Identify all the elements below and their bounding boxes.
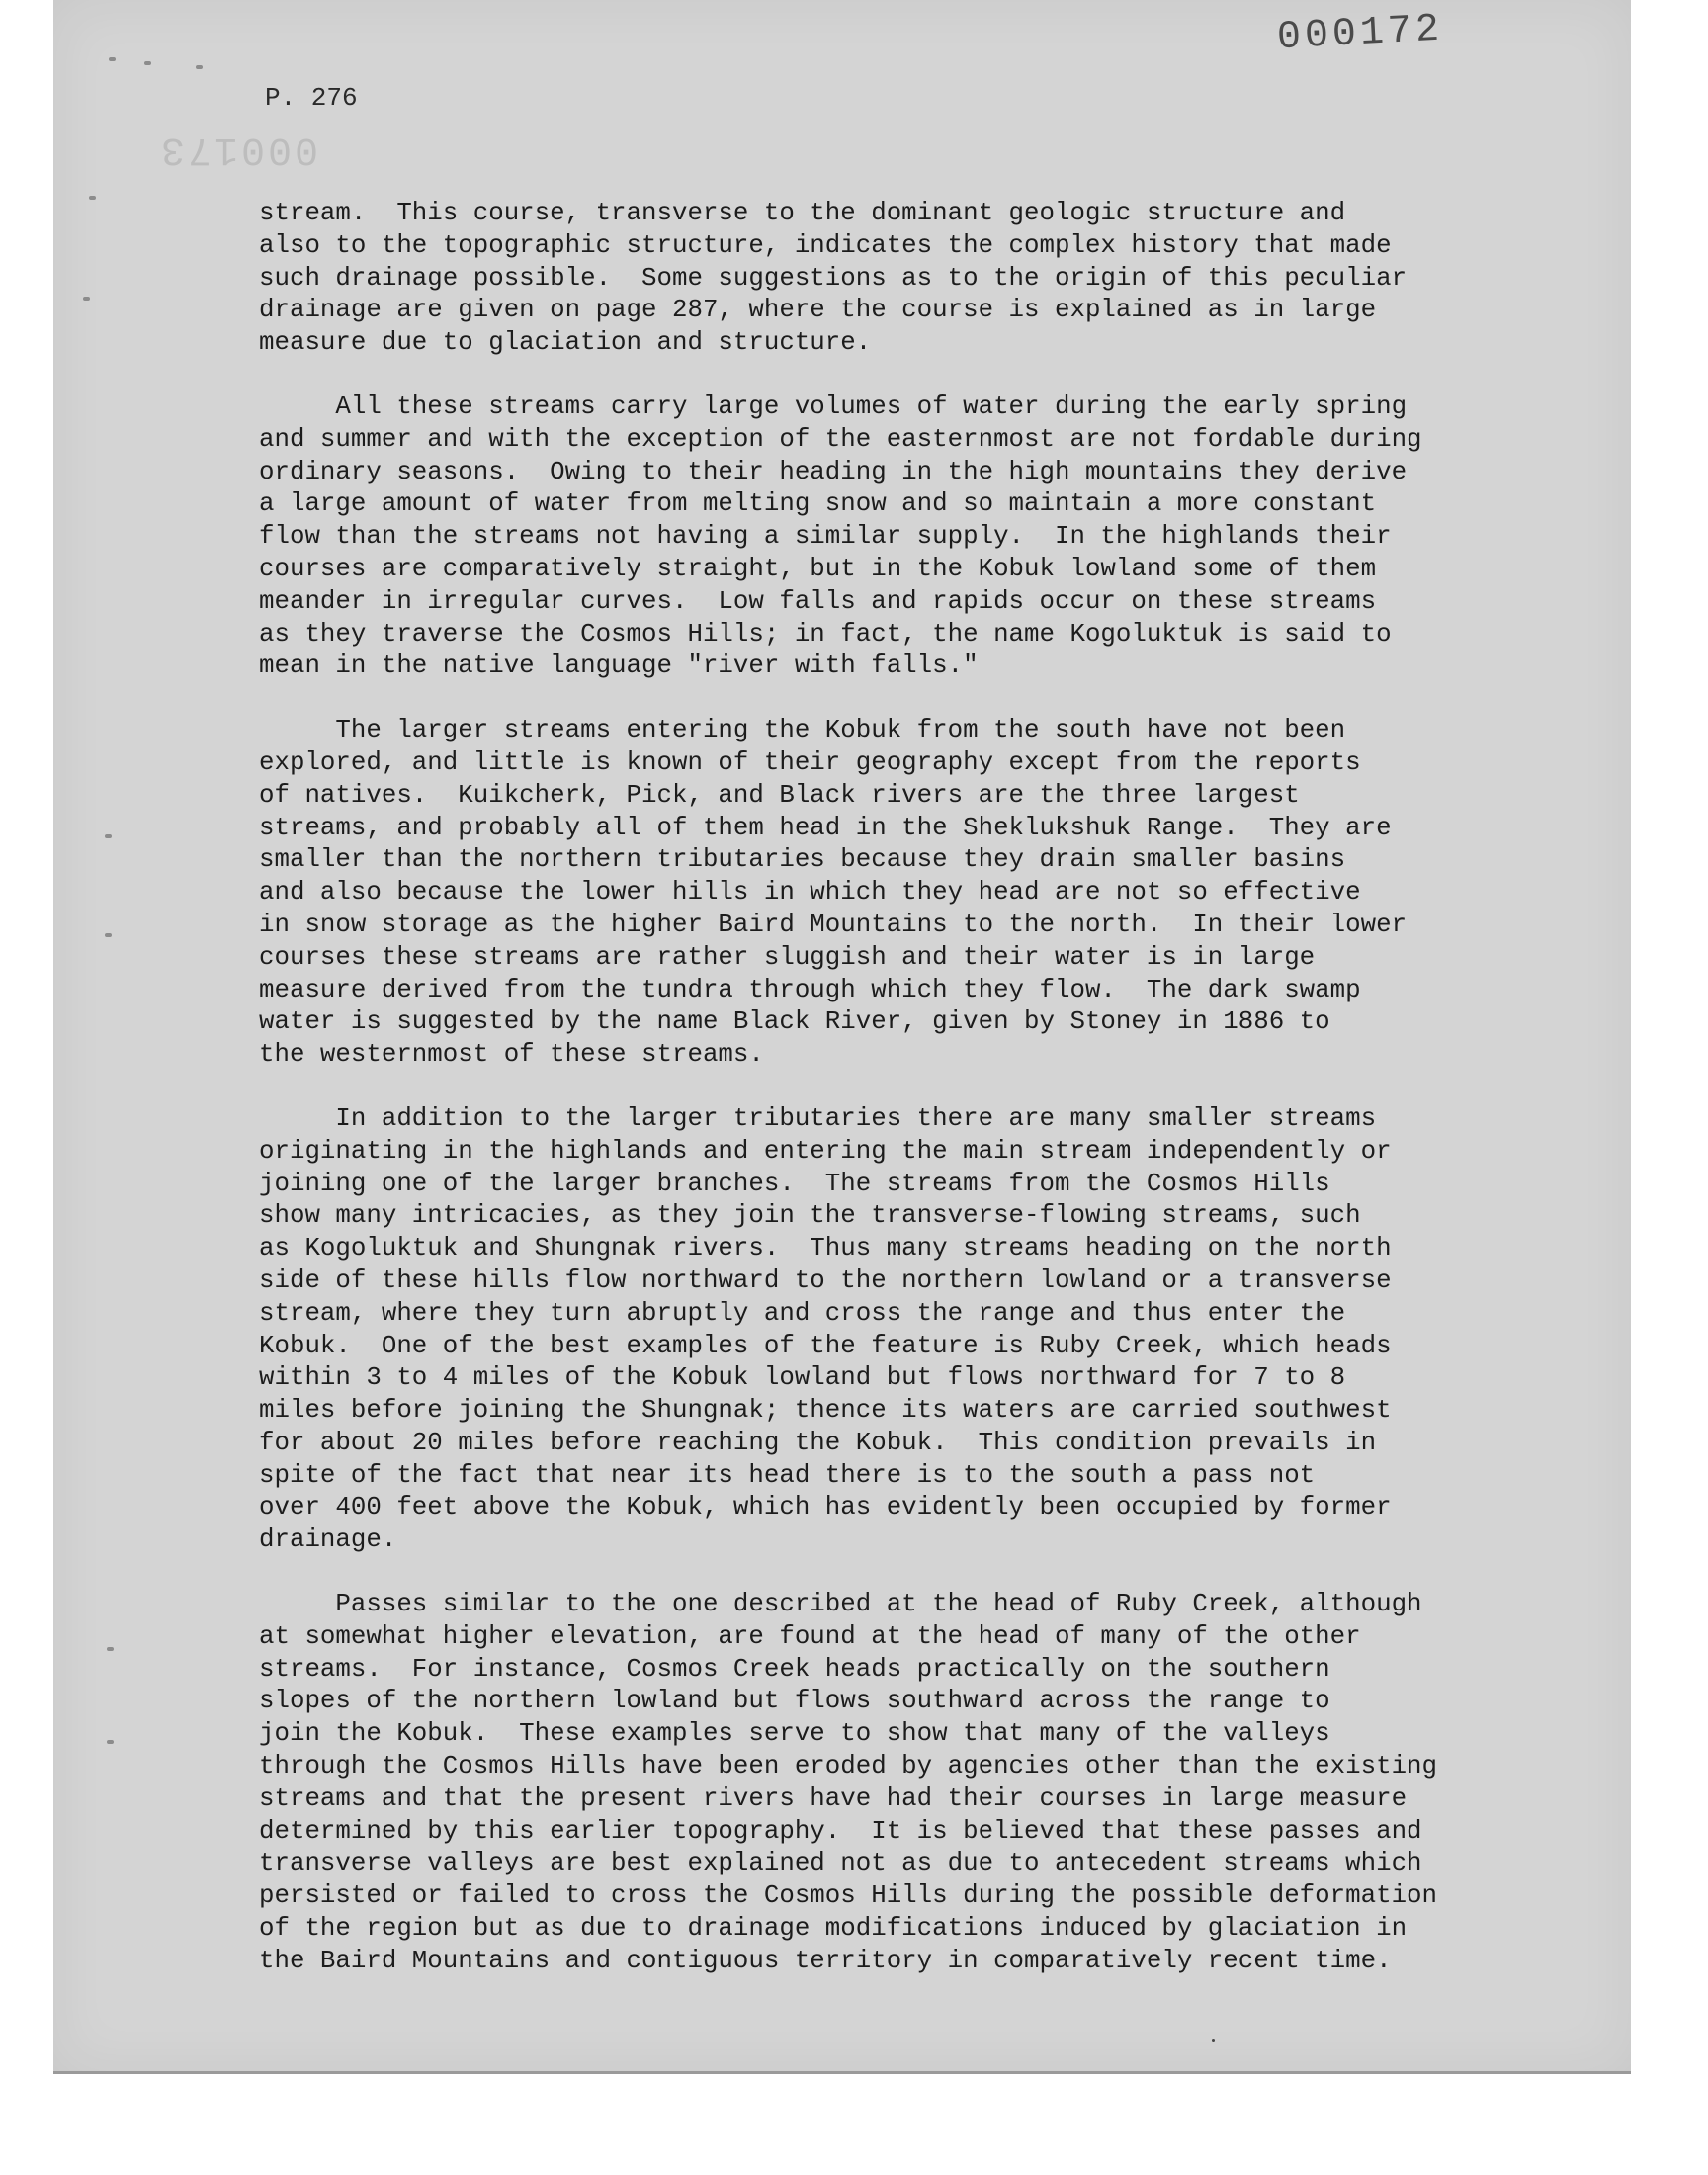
margin-speck: [1212, 2039, 1215, 2042]
text-line: through the Cosmos Hills have been eroded by agencies other than the existing: [259, 1752, 1438, 1782]
text-line: measure derived from the tundra through which they flow. The dark swamp: [259, 975, 1361, 1004]
text-line: show many intricacies, as they join the transverse-flowing streams, such: [259, 1201, 1361, 1231]
text-line: originating in the highlands and entering the main stream independently or: [259, 1136, 1392, 1166]
page-number: P. 276: [265, 83, 358, 113]
text-line: for about 20 miles before reaching the Kobuk. This condition prevails in: [259, 1428, 1377, 1457]
text-line: streams. For instance, Cosmos Creek heads practically on the southern: [259, 1654, 1330, 1684]
paragraph: [259, 715, 1514, 1072]
text-line: drainage are given on page 287, where the course is explained as in large: [259, 296, 1377, 325]
text-line: meander in irregular curves. Low falls and rapids occur on these streams: [259, 586, 1377, 616]
body-text: [259, 198, 1514, 2010]
margin-speck: [105, 933, 112, 937]
text-line: and summer and with the exception of the easternmost are not fordable during: [259, 424, 1422, 454]
text-line: drainage.: [259, 1525, 397, 1555]
margin-speck: [83, 297, 90, 301]
text-line: measure due to glaciation and structure.: [259, 328, 872, 358]
text-line: explored, and little is known of their geography except from the reports: [259, 747, 1361, 777]
text-line: as Kogoluktuk and Shungnak rivers. Thus many streams heading on the north: [259, 1234, 1392, 1263]
text-line: also to the topographic structure, indicates the complex history that made: [259, 230, 1392, 260]
margin-speck: [107, 1647, 114, 1651]
text-line: join the Kobuk. These examples serve to show that many of the valleys: [259, 1719, 1330, 1749]
text-line: All these streams carry large volumes of water during the early spring: [259, 392, 1408, 421]
paragraph: [259, 198, 1514, 360]
text-line: courses these streams are rather sluggish and their water is in large: [259, 942, 1316, 972]
text-line: mean in the native language "river with falls.": [259, 652, 979, 681]
margin-speck: [109, 57, 116, 61]
text-line: stream, where they turn abruptly and cross the range and thus enter the: [259, 1298, 1346, 1328]
text-line: Passes similar to the one described at the head of Ruby Creek, although: [259, 1590, 1422, 1619]
margin-speck: [107, 1740, 114, 1744]
text-line: flow than the streams not having a similar supply. In the highlands their: [259, 522, 1392, 552]
text-line: miles before joining the Shungnak; thence its waters are carried southwest: [259, 1396, 1392, 1426]
text-line: within 3 to 4 miles of the Kobuk lowland but flows northward for 7 to 8: [259, 1363, 1346, 1393]
margin-speck: [144, 61, 151, 65]
text-line: stream. This course, transverse to the dominant geologic structure and: [259, 199, 1346, 227]
margin-speck: [196, 65, 203, 69]
text-line: slopes of the northern lowland but flows southward across the range to: [259, 1687, 1330, 1716]
text-line: the westernmost of these streams.: [259, 1040, 764, 1070]
bleed-through-number: 000173: [158, 127, 319, 171]
margin-speck: [105, 834, 112, 838]
text-line: at somewhat higher elevation, are found at the head of many of the other: [259, 1621, 1361, 1651]
text-line: water is suggested by the name Black River, given by Stoney in 1886 to: [259, 1007, 1330, 1037]
text-line: the Baird Mountains and contiguous territory in comparatively recent time.: [259, 1946, 1392, 1975]
text-line: streams, and probably all of them head in the Sheklukshuk Range. They are: [259, 813, 1392, 842]
text-line: of natives. Kuikcherk, Pick, and Black rivers are the three largest: [259, 780, 1300, 810]
text-line: determined by this earlier topography. It is believed that these passes and: [259, 1816, 1422, 1846]
text-line: in snow storage as the higher Baird Mountains to the north. In their lower: [259, 910, 1408, 939]
text-line: persisted or failed to cross the Cosmos Hills during the possible deformation: [259, 1881, 1438, 1911]
text-line: streams and that the present rivers have had their courses in large measure: [259, 1784, 1408, 1813]
margin-speck: [89, 196, 96, 200]
text-line: and also because the lower hills in which they head are not so effective: [259, 878, 1361, 908]
paragraph: [259, 1103, 1514, 1557]
text-line: smaller than the northern tributaries because they drain smaller basins: [259, 845, 1346, 875]
archive-number: 000172: [1275, 7, 1445, 61]
text-line: over 400 feet above the Kobuk, which has evidently been occupied by former: [259, 1493, 1392, 1522]
text-line: as they traverse the Cosmos Hills; in fact, the name Kogoluktuk is said to: [259, 619, 1392, 649]
text-line: a large amount of water from melting snow and so maintain a more constant: [259, 489, 1377, 519]
text-line: ordinary seasons. Owing to their heading in the high mountains they derive: [259, 457, 1408, 486]
text-line: In addition to the larger tributaries there are many smaller streams: [259, 1103, 1377, 1133]
bleed-through-header: [554, 6, 1166, 49]
text-line: The larger streams entering the Kobuk from the south have not been: [259, 716, 1346, 745]
text-line: side of these hills flow northward to the northern lowland or a transverse: [259, 1265, 1392, 1295]
text-line: spite of the fact that near its head there is to the south a pass not: [259, 1460, 1316, 1490]
text-line: of the region but as due to drainage modifications induced by glaciation in: [259, 1914, 1408, 1944]
text-line: courses are comparatively straight, but in the Kobuk lowland some of them: [259, 554, 1377, 583]
text-line: such drainage possible. Some suggestions as to the origin of this peculiar: [259, 263, 1408, 293]
paragraph: [259, 1589, 1514, 1978]
paragraph: [259, 392, 1514, 683]
text-line: Kobuk. One of the best examples of the feature is Ruby Creek, which heads: [259, 1331, 1392, 1360]
text-line: transverse valleys are best explained not as due to antecedent streams which: [259, 1849, 1422, 1878]
text-line: joining one of the larger branches. The streams from the Cosmos Hills: [259, 1169, 1330, 1198]
